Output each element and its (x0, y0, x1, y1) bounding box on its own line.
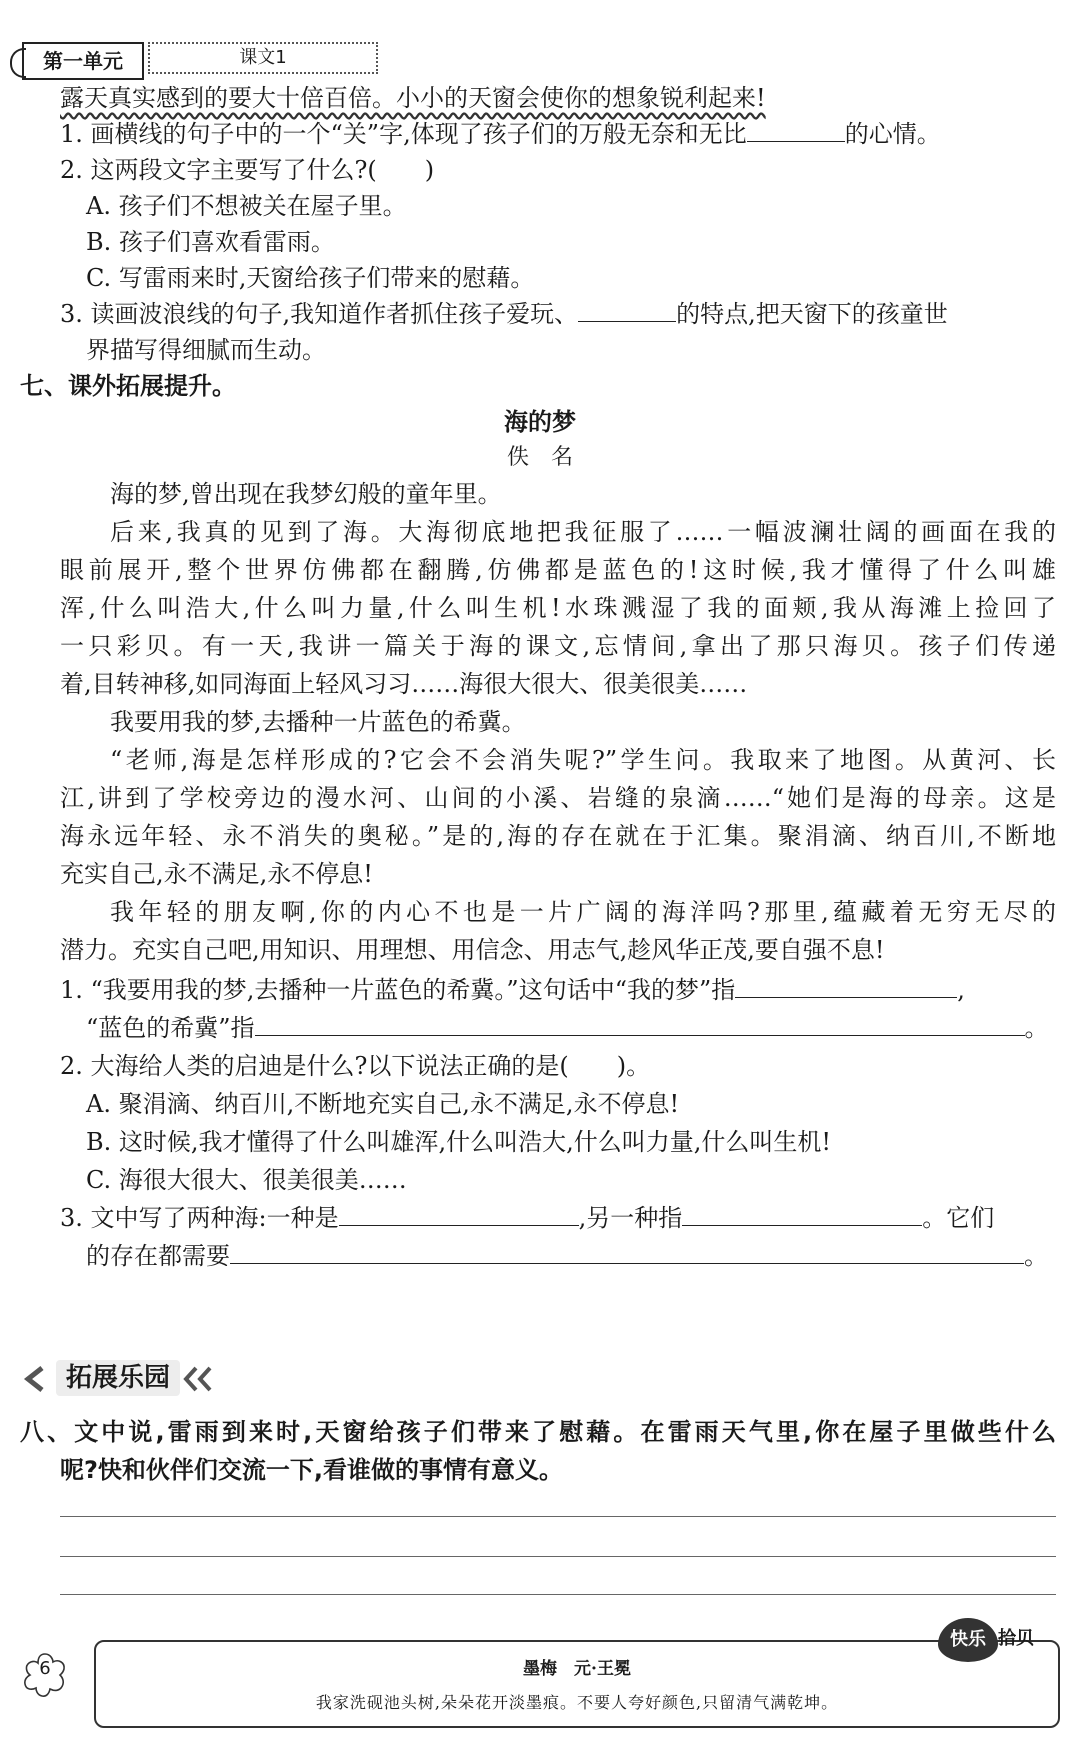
reading-question-3-text-d: 的存在都需要 (86, 1242, 230, 1270)
answer-blank[interactable] (735, 973, 957, 998)
answer-blank[interactable] (578, 297, 676, 322)
reading-question-3 (60, 1200, 994, 1236)
question-1-text-a: 1. 画横线的句子中的一个“关”字,体现了孩子们的万般无奈和无比 (60, 120, 747, 148)
question-2: 2. 这两段文字主要写了什么?( ) (60, 156, 435, 184)
option-b: B. 孩子们喜欢看雷雨。 (86, 228, 335, 256)
article-title: 海的梦 (504, 408, 576, 436)
option-c: C. 海很大很大、很美很美…… (86, 1166, 407, 1194)
reading-question-1-b (86, 1010, 1049, 1046)
reading-question-1-text-a: 1. “我要用我的梦,去播种一片蓝色的希冀。”这句话中“我的梦”指 (60, 976, 736, 1004)
article-line: 眼前展开,整个世界仿佛都在翻腾,仿佛都是蓝色的!这时候,我才懂得了什么叫雄 (60, 556, 1056, 584)
chevron-left-icon (20, 1364, 50, 1394)
article-line: 潜力。充实自己吧,用知识、用理想、用信念、用志气,趁风华正茂,要自强不息! (60, 936, 885, 964)
reading-question-3-text-a: 3. 文中写了两种海:一种是 (60, 1204, 339, 1232)
article-line: 充实自己,永不满足,永不停息! (60, 860, 373, 888)
article-line: 我要用我的梦,去播种一片蓝色的希冀。 (110, 708, 526, 736)
article-line: 着,目转神移,如同海面上轻风习习……海很大很大、很美很美…… (60, 670, 748, 698)
period: 。 (1024, 1242, 1048, 1270)
passage-tail: 露天真实感到的要大十倍百倍。小小的天窗会使你的想象锐利起来! (60, 84, 766, 112)
article-line: 一只彩贝。有一天,我讲一篇关于海的课文,忘情间,拿出了那只海贝。孩子们传递 (60, 632, 1056, 660)
page-number: 6 (39, 1658, 51, 1679)
answer-blank[interactable] (747, 117, 845, 142)
answer-line[interactable] (60, 1594, 1056, 1595)
section-heading: 七、课外拓展提升。 (20, 372, 236, 400)
question-1 (60, 116, 941, 152)
article-line: 江,讲到了学校旁边的漫水河、山间的小溪、岩缝的泉滴……“她们是海的母亲。这是 (60, 784, 1056, 812)
question-3-text-b: 的特点,把天窗下的孩童世 (676, 300, 948, 328)
answer-blank[interactable] (339, 1201, 579, 1226)
answer-blank[interactable] (230, 1239, 1024, 1264)
badge-caption: 拾贝 (998, 1628, 1034, 1649)
reading-question-2: 2. 大海给人类的启迪是什么?以下说法正确的是( )。 (60, 1052, 651, 1080)
article-line: “老师,海是怎样形成的?它会不会消失呢?”学生问。我取来了地图。从黄河、长 (110, 746, 1056, 774)
article-author: 佚 名 (506, 445, 573, 470)
article-line: 海的梦,曾出现在我梦幻般的童年里。 (110, 480, 502, 508)
double-chevron-left-icon (182, 1364, 216, 1394)
answer-blank[interactable] (255, 1011, 1025, 1036)
answer-line[interactable] (60, 1556, 1056, 1557)
reading-question-3-text-b: ,另一种指 (578, 1204, 683, 1232)
poem-title: 墨梅 元·王冕 (523, 1659, 631, 1679)
option-c: C. 写雷雨来时,天窗给孩子们带来的慰藉。 (86, 264, 535, 292)
poem-box (94, 1640, 1060, 1728)
answer-blank[interactable] (682, 1201, 922, 1226)
reading-question-3-b (86, 1238, 1048, 1274)
option-a: A. 孩子们不想被关在屋子里。 (86, 192, 407, 220)
expansion-banner-label: 拓展乐园 (56, 1360, 180, 1396)
question-3-text-a: 3. 读画波浪线的句子,我知道作者抓住孩子爱玩、 (60, 300, 579, 328)
question-8-line-2: 呢?快和伙伴们交流一下,看谁做的事情有意义。 (60, 1456, 564, 1484)
question-8-line-1: 八、文中说,雷雨到来时,天窗给孩子们带来了慰藉。在雷雨天气里,你在屋子里做些什么 (20, 1418, 1056, 1446)
article-line: 后来,我真的见到了海。大海彻底地把我征服了……一幅波澜壮阔的画面在我的 (110, 518, 1056, 546)
poem-text: 我家洗砚池头树,朵朵花开淡墨痕。不要人夸好颜色,只留清气满乾坤。 (315, 1693, 839, 1712)
expansion-banner (20, 1360, 212, 1400)
article-line: 浑,什么叫浩大,什么叫力量,什么叫生机!水珠溅湿了我的面颊,我从海滩上捡回了 (60, 594, 1056, 622)
option-b: B. 这时候,我才懂得了什么叫雄浑,什么叫浩大,什么叫力量,什么叫生机! (86, 1128, 832, 1156)
article-line: 我年轻的朋友啊,你的内心不也是一片广阔的海洋吗?那里,蕴藏着无穷无尽的 (110, 898, 1056, 926)
reading-question-3-text-c: 。它们 (922, 1204, 995, 1232)
answer-line[interactable] (60, 1516, 1056, 1517)
question-3-text-c: 界描写得细腻而生动。 (86, 336, 326, 364)
lesson-label: 课文1 (148, 42, 378, 74)
article-line: 海永远年轻、永不消失的奥秘。”是的,海的存在就在于汇集。聚涓滴、纳百川,不断地 (60, 822, 1056, 850)
period: 。 (1024, 1014, 1049, 1042)
question-3 (60, 296, 948, 332)
question-1-text-b: 的心情。 (844, 120, 941, 148)
happy-badge: 快乐 (938, 1618, 998, 1662)
unit-tab: 第一单元 (22, 42, 144, 80)
comma: , (957, 976, 965, 1004)
reading-question-1-text-b: “蓝色的希冀”指 (86, 1014, 255, 1042)
option-a: A. 聚涓滴、纳百川,不断地充实自己,永不满足,永不停息! (86, 1090, 680, 1118)
reading-question-1 (60, 972, 965, 1008)
